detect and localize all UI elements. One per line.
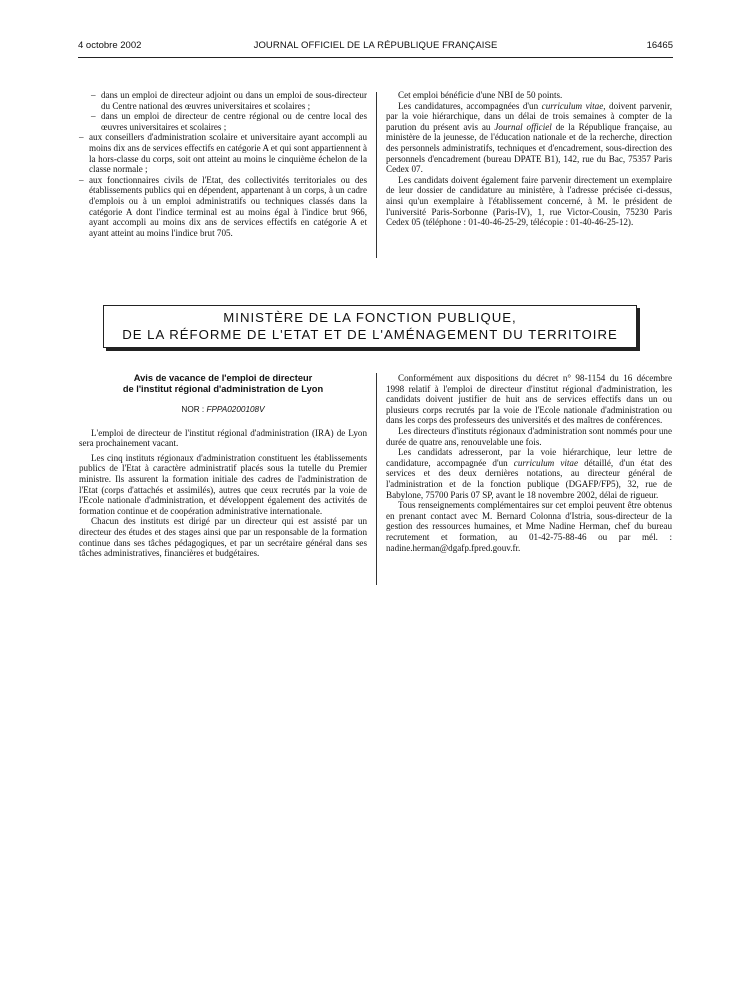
column-divider [376,373,377,585]
ministry-heading-box [103,305,637,348]
paragraph [386,101,672,175]
avis-title-line1: Avis de vacance de l'emploi de directeur [133,373,313,383]
paragraph: Les cinq instituts régionaux d'administration constituent les établissements publics de l'Etat à caractère administratif placés sous la tutelle du Premier ministre. Ils assurent la formation initiale des cadres de l'administration de l'Etat (corps d'attachés et assimilés), autres que ceux recrutés par la voie de l'Ecole nationale d'administration, et développent également des activités de formation continue et de coopération administrative internationale. [79,452,367,516]
avis-right-column [386,373,672,553]
paragraph: Cet emploi bénéficie d'une NBI de 50 points. [398,90,563,100]
text-run: détaillé, d'un état des services et des deux dernières notations, au directeur général de l'administration et de la fonction publique (DGAFP/FP5), 32, rue de Babylone, 75700 Paris 07 SP, avant le 18 novembre 2002, délai de rigueur. [386,457,673,500]
header-journal-title: JOURNAL OFFICIEL DE LA RÉPUBLIQUE FRANÇAISE [253,40,498,51]
italic-text: curriculum vitae [513,457,578,468]
paragraph: Chacun des instituts est dirigé par un directeur qui est assisté par un directeur des études et des stages ainsi que par un responsable de la formation continue dans ses tâches pédagogiques, et par un secrétaire général dans ses tâches administratives, financières et budgétaires. [79,516,367,559]
text-run: Les candidatures, accompagnées d'un [398,100,542,111]
top-right-column [386,90,672,228]
paragraph: Les directeurs d'instituts régionaux d'administration sont nommés pour une durée de quatre ans, renouvelable une fois. [386,425,672,447]
column-divider [376,92,377,258]
text-run: Les candidats adresseront, par la voie hiérarchique, leur lettre de candidature, accompagnée d'un [386,447,672,468]
nor-code: FPPA0200108V [206,405,265,414]
text-run: de la République française, au ministère de la jeunesse, de l'éducation nationale et de la recherche, direction des personnels administratifs, techniques et d'encadrement, sous-direction des personnels d'encadrement (bureau DPATE B1), 142, rue du Bac, 75357 Paris Cedex 07. [386,121,672,175]
list-item: – dans un emploi de directeur de centre régional ou de centre local des œuvres universitaires et scolaires ; [79,111,367,132]
header-page-number: 16465 [646,40,673,51]
page-header [78,40,673,54]
list-item: – aux conseillers d'administration scolaire et universitaire ayant accompli au moins dix ans de services effectifs en catégorie A et qui sont appartiennent à la hors-classe du corps, soit ont atteint au moins le cinquième échelon de la classe normale ; [79,132,367,174]
header-date: 4 octobre 2002 [78,40,142,51]
nor-label: NOR : [181,405,207,414]
italic-text: Journal officiel [494,121,552,132]
nor-reference [79,405,367,416]
list-item: – dans un emploi de directeur adjoint ou dans un emploi de sous-directeur du Centre national des œuvres universitaires et scolaires ; [79,90,367,111]
paragraph: Conformément aux dispositions du décret n° 98-1154 du 16 décembre 1998 relatif à l'emploi de directeur d'institut régional d'administration, les candidats doivent justifier de huit ans de services effectifs dans un ou plusieurs corps recrutés par la voie de l'Ecole nationale d'administration ou dans les corps des professeurs des universités et des maîtres de conférences. [386,373,672,426]
avis-title-line2: de l'institut régional d'administration de Lyon [122,384,324,394]
text-run: , doivent parvenir, par la voie hiérarchique, dans un délai de trois semaines à compter de la parution du présent avis au [386,100,673,132]
ministry-heading-line2: DE LA RÉFORME DE L'ETAT ET DE L'AMÉNAGEMENT DU TERRITOIRE [122,327,618,342]
top-left-column [79,90,367,238]
paragraph: Tous renseignements complémentaires sur cet emploi peuvent être obtenus en prenant contact avec M. Bernard Colonna d'Istria, sous-directeur de la gestion des ressources humaines, et Mme Nadine Herman, chef du bureau recrutement et formation, au 01-42-75-88-46 ou par mél. : nadine.herman@dgafp.fpred.gouv.fr. [386,500,672,553]
list-item: – aux fonctionnaires civils de l'Etat, des collectivités territoriales ou des établissements publics qui en dépendent, appartenant à un corps, à un cadre d'emplois ou à un emploi administratifs ou techniques classés dans la catégorie A dont l'indice terminal est au moins égal à l'indice brut 966, ayant accompli au moins dix ans de services effectifs en catégorie A et ayant atteint au moins l'indice brut 705. [79,175,367,239]
header-rule [78,57,673,58]
paragraph: Les candidats doivent également faire parvenir directement un exemplaire de leur dossier de candidature au ministère, à l'adresse précisée ci-dessus, ainsi qu'un exemplaire à l'établissement concerné, à M. le président de l'université Paris-Sorbonne (Paris-IV), 1, rue Victor-Cousin, 75230 Paris Cedex 05 (téléphone : 01-40-46-25-29, télécopie : 01-40-46-25-12). [386,174,672,228]
ministry-heading-line1: MINISTÈRE DE LA FONCTION PUBLIQUE, [223,310,517,325]
italic-text: curriculum vitae [541,100,604,111]
paragraph: L'emploi de directeur de l'institut régional d'administration (IRA) de Lyon sera prochainement vacant. [79,427,367,449]
paragraph [386,447,672,500]
avis-left-column [79,373,367,559]
